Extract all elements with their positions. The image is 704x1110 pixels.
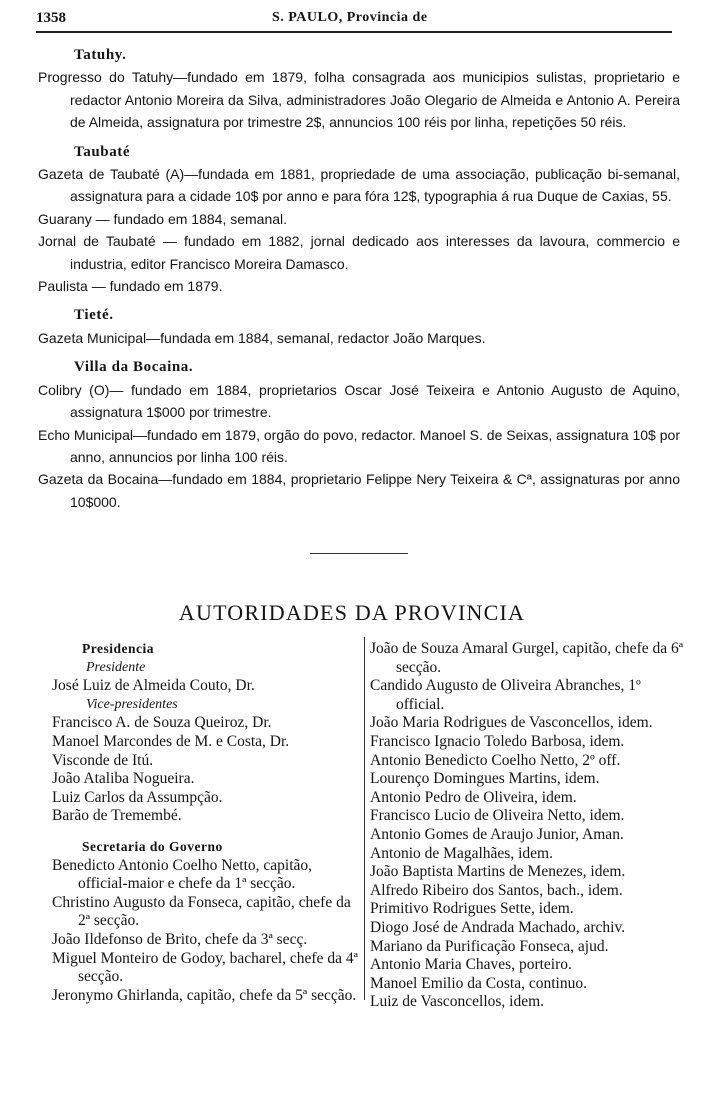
section-title: AUTORIDADES DA PROVINCIA — [178, 600, 526, 625]
official-entry: Manoel Emilio da Costa, continuo. — [370, 974, 587, 992]
newspaper-entry: Jornal de Taubaté — fundado em 1882, jornal dedicado aos interesses da lavoura, commercio e industria, editor Francisco Moreira Damasco. — [38, 233, 680, 272]
newspaper-entry: Paulista — fundado em 1879. — [38, 278, 223, 295]
page-number: 1358 — [36, 10, 66, 26]
town-heading: Villa da Bocaina. — [74, 359, 194, 376]
official-entry: Primitivo Rodrigues Sette, idem. — [370, 900, 574, 918]
newspaper-entry: Progresso do Tatuhy—fundado em 1879, folha consagrada aos municipios sulistas, proprietario e redactor Antonio Moreira da Silva, administradores João Olegario de Almeida e Antonio A. Pereira de Almeida, assignatura por trimestre 2$, annuncios 100 réis por linha, repetições 50 réis. — [38, 69, 680, 131]
section-separator — [310, 553, 408, 554]
official-entry: Francisco Lucio de Oliveira Netto, idem. — [370, 807, 625, 825]
official-entry: João Maria Rodrigues de Vasconcellos, idem. — [370, 714, 653, 732]
newspaper-entry: Guarany — fundado em 1884, semanal. — [38, 210, 288, 227]
official-entry: Antonio Gomes de Araujo Junior, Aman. — [370, 825, 624, 843]
vice-president: Francisco A. de Souza Queiroz, Dr. — [52, 714, 272, 732]
town-heading: Tatuhy. — [74, 47, 127, 63]
president-label: Presidente — [86, 659, 146, 675]
left-column — [52, 640, 364, 1005]
official-entry: Luiz de Vasconcellos, idem. — [370, 993, 545, 1011]
vice-presidents-label: Vice-presidentes — [86, 696, 178, 712]
secretaria-entry: Benedicto Antonio Coelho Netto, capitão, official-maior e chefe da 1ª secção. — [52, 856, 313, 893]
town-heading: Tieté. — [74, 307, 114, 324]
newspaper-entry: Gazeta de Taubaté (A)—fundada em 1881, propriedade de uma associação, publicação bi-semanal, assignatura para a cidade 10$ por anno e para fóra 12$, typographia á rua Duque de Caxias, 55. — [38, 166, 680, 205]
official-entry: Antonio de Magalhães, idem. — [370, 844, 553, 862]
newspaper-entry: Gazeta da Bocaina—fundado em 1884, proprietario Felippe Nery Teixeira & Cª, assignaturas por anno 10$000. — [38, 471, 680, 510]
official-entry: João de Souza Amaral Gurgel, capitão, chefe da 6ª secção. — [370, 640, 684, 676]
vice-president: João Ataliba Nogueira. — [52, 770, 195, 788]
presidencia-heading: Presidencia — [82, 641, 154, 656]
official-entry: Lourenço Domingues Martins, idem. — [370, 770, 600, 788]
official-entry: Antonio Pedro de Oliveira, idem. — [370, 788, 577, 806]
newspaper-entry: Colibry (O)— fundado em 1884, proprietarios Oscar José Teixeira e Antonio Augusto de Aquino, assignatura 1$000 por trimestre. — [38, 381, 680, 421]
secretaria-entry: Christino Augusto da Fonseca, capitão, chefe da 2ª secção. — [52, 893, 351, 930]
official-entry: Francisco Ignacio Toledo Barbosa, idem. — [370, 732, 625, 750]
secretaria-entry: João Ildefonso de Brito, chefe da 3ª secç. — [52, 930, 308, 948]
secretaria-entry: Jeronymo Ghirlanda, capitão, chefe da 5ª secção. — [52, 986, 357, 1004]
right-column — [370, 640, 686, 1012]
official-entry: Antonio Benedicto Coelho Netto, 2º off. — [370, 751, 621, 769]
page-header — [36, 10, 672, 32]
official-entry: Diogo José de Andrada Machado, archiv. — [370, 918, 626, 936]
newspaper-listing — [38, 44, 680, 513]
president-name: José Luiz de Almeida Couto, Dr. — [52, 677, 255, 695]
running-title: S. PAULO, Provincia de — [272, 10, 428, 25]
town-heading: Taubaté — [74, 143, 131, 160]
official-entry: Alfredo Ribeiro dos Santos, bach., idem. — [370, 881, 623, 899]
secretaria-entry: Miguel Monteiro de Godoy, bacharel, chefe da 4ª secção. — [52, 949, 358, 986]
vice-president: Barão de Tremembé. — [52, 807, 182, 825]
newspaper-entry: Echo Municipal—fundado em 1879, orgão do povo, redactor. Manoel S. de Seixas, assignatura 10$ por anno, annuncios por linha 100 réis. — [38, 426, 680, 465]
column-divider — [364, 637, 365, 1000]
vice-president: Manoel Marcondes de M. e Costa, Dr. — [52, 732, 290, 750]
secretaria-heading: Secretaria do Governo — [82, 838, 223, 854]
vice-president: Luiz Carlos da Assumpção. — [52, 788, 223, 806]
vice-president: Visconde de Itú. — [52, 751, 154, 769]
newspaper-entry: Gazeta Municipal—fundada em 1884, semanal, redactor João Marques. — [38, 329, 486, 346]
header-rule — [36, 31, 672, 33]
official-entry: João Baptista Martins de Menezes, idem. — [370, 863, 626, 881]
official-entry: Mariano da Purificação Fonseca, ajud. — [370, 937, 609, 955]
official-entry: Antonio Maria Chaves, porteiro. — [370, 956, 572, 974]
official-entry: Candido Augusto de Oliveira Abranches, 1º official. — [370, 677, 641, 713]
